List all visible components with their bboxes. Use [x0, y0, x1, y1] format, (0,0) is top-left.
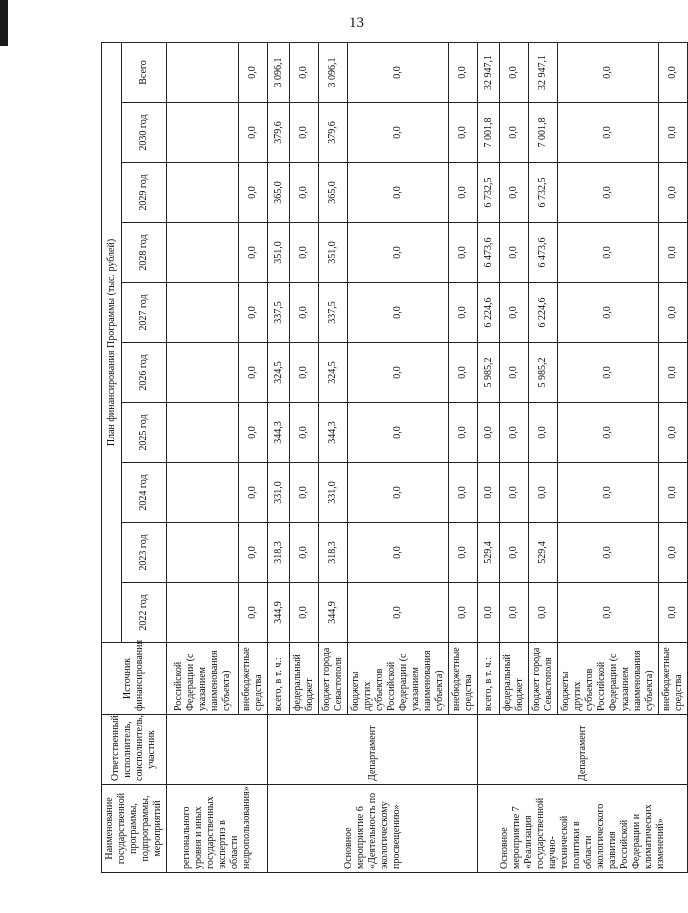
total-value-cell: 0,0: [659, 42, 688, 102]
value-cell: 0,0: [290, 343, 319, 403]
value-cell: 7 001,8: [529, 103, 558, 163]
header-source: Источник финансирования: [102, 643, 167, 715]
value-cell: 0,0: [558, 523, 659, 583]
value-cell: 318,3: [319, 523, 348, 583]
source-cell: бюджеты других субъектов Российской Федерации (с указанием наименования субъекта): [348, 643, 449, 715]
value-cell: 0,0: [239, 163, 268, 223]
value-cell: 0,0: [348, 523, 449, 583]
value-cell: 331,0: [268, 463, 290, 523]
source-cell: бюджет города Севастополя: [319, 643, 348, 715]
value-cell: [167, 463, 239, 523]
header-year-2027: 2027 год: [122, 283, 167, 343]
source-cell: бюджет города Севастополя: [529, 643, 558, 715]
value-cell: 0,0: [558, 223, 659, 283]
value-cell: 0,0: [558, 163, 659, 223]
value-cell: 365,0: [319, 163, 348, 223]
value-cell: 0,0: [290, 283, 319, 343]
value-cell: 0,0: [659, 103, 688, 163]
table-row: [478, 42, 500, 872]
value-cell: 351,0: [319, 223, 348, 283]
value-cell: 0,0: [558, 403, 659, 463]
value-cell: 0,0: [659, 523, 688, 583]
header-name: Наименование государственной программы, подпрограммы, мероприятий: [102, 785, 167, 873]
table-body: [167, 42, 688, 872]
total-value-cell: 32 947,1: [478, 42, 500, 102]
value-cell: [167, 403, 239, 463]
value-cell: 344,3: [319, 403, 348, 463]
value-cell: 0,0: [348, 403, 449, 463]
value-cell: 0,0: [478, 583, 500, 643]
value-cell: 379,6: [268, 103, 290, 163]
value-cell: 0,0: [478, 403, 500, 463]
page-number: 13: [349, 15, 364, 31]
value-cell: 0,0: [239, 103, 268, 163]
value-cell: 0,0: [449, 583, 478, 643]
value-cell: 0,0: [239, 223, 268, 283]
value-cell: 0,0: [659, 163, 688, 223]
financing-table: [101, 42, 688, 873]
value-cell: 0,0: [529, 583, 558, 643]
source-cell: федеральный бюджет: [500, 643, 529, 715]
value-cell: 0,0: [659, 463, 688, 523]
value-cell: 0,0: [449, 523, 478, 583]
header-year-2028: 2028 год: [122, 223, 167, 283]
value-cell: 324,5: [268, 343, 290, 403]
value-cell: 344,3: [268, 403, 290, 463]
value-cell: 0,0: [239, 343, 268, 403]
value-cell: 0,0: [500, 523, 529, 583]
header-year-2025: 2025 год: [122, 403, 167, 463]
total-value-cell: 0,0: [239, 42, 268, 102]
program-name-cell: регионального уровня и иных государственных экспертиз в области недропользования»: [167, 785, 268, 873]
value-cell: 529,4: [529, 523, 558, 583]
value-cell: 365,0: [268, 163, 290, 223]
program-name-cell: Основное мероприятие 7 «Реализация государственной научно-технической политики в области экологического развития Российской Федерации и климатических изменений»: [478, 785, 688, 873]
value-cell: 0,0: [449, 463, 478, 523]
header-year-2029: 2029 год: [122, 163, 167, 223]
value-cell: 0,0: [449, 283, 478, 343]
source-cell: внебюджетные средства: [449, 643, 478, 715]
value-cell: 0,0: [558, 283, 659, 343]
total-value-cell: 0,0: [290, 42, 319, 102]
value-cell: 0,0: [500, 283, 529, 343]
header-executor: Ответственный исполнитель, соисполнитель, участник: [102, 715, 167, 785]
value-cell: 344,9: [319, 583, 348, 643]
value-cell: 0,0: [558, 583, 659, 643]
value-cell: 0,0: [449, 223, 478, 283]
value-cell: 0,0: [449, 163, 478, 223]
table-row: [268, 42, 290, 872]
header-year-2026: 2026 год: [122, 343, 167, 403]
source-cell: бюджеты других субъектов Российской Федерации (с указанием наименования субъекта): [558, 643, 659, 715]
header-year-2022: 2022 год: [122, 583, 167, 643]
value-cell: 331,0: [319, 463, 348, 523]
value-cell: [167, 223, 239, 283]
value-cell: 0,0: [239, 283, 268, 343]
value-cell: [167, 283, 239, 343]
value-cell: 337,5: [319, 283, 348, 343]
header-year-2024: 2024 год: [122, 463, 167, 523]
value-cell: [167, 523, 239, 583]
value-cell: 0,0: [500, 103, 529, 163]
value-cell: 0,0: [290, 103, 319, 163]
value-cell: 6 473,6: [478, 223, 500, 283]
value-cell: 0,0: [239, 463, 268, 523]
value-cell: 7 001,8: [478, 103, 500, 163]
value-cell: 0,0: [449, 403, 478, 463]
executor-cell: [167, 715, 268, 785]
header-year-2030: 2030 год: [122, 103, 167, 163]
program-name-cell: Основное мероприятие 6 «Деятельность по экологическому просвещению»: [268, 785, 478, 873]
value-cell: 0,0: [500, 583, 529, 643]
value-cell: 6 732,5: [529, 163, 558, 223]
value-cell: 0,0: [290, 403, 319, 463]
value-cell: 0,0: [659, 403, 688, 463]
source-cell: внебюджетные средства: [239, 643, 268, 715]
value-cell: 0,0: [348, 463, 449, 523]
value-cell: 0,0: [659, 343, 688, 403]
value-cell: 0,0: [290, 463, 319, 523]
value-cell: 0,0: [290, 523, 319, 583]
value-cell: 0,0: [558, 463, 659, 523]
value-cell: 0,0: [529, 403, 558, 463]
page-edge-mark: [0, 0, 8, 46]
value-cell: 0,0: [558, 103, 659, 163]
total-value-cell: 0,0: [449, 42, 478, 102]
value-cell: 0,0: [290, 223, 319, 283]
value-cell: 0,0: [449, 343, 478, 403]
total-value-cell: 0,0: [348, 42, 449, 102]
value-cell: 5 985,2: [478, 343, 500, 403]
value-cell: 379,6: [319, 103, 348, 163]
header-total: Всего: [122, 42, 167, 102]
rotated-table-wrapper: [101, 43, 684, 873]
value-cell: 0,0: [529, 463, 558, 523]
value-cell: 0,0: [290, 163, 319, 223]
value-cell: 6 224,6: [529, 283, 558, 343]
value-cell: 0,0: [500, 403, 529, 463]
total-value-cell: 32 947,1: [529, 42, 558, 102]
value-cell: 6 224,6: [478, 283, 500, 343]
source-cell: всего, в т. ч.:: [478, 643, 500, 715]
source-cell: внебюджетные средства: [659, 643, 688, 715]
value-cell: [167, 103, 239, 163]
value-cell: 0,0: [659, 583, 688, 643]
value-cell: 0,0: [348, 103, 449, 163]
value-cell: 0,0: [239, 523, 268, 583]
total-value-cell: 0,0: [500, 42, 529, 102]
value-cell: 0,0: [478, 463, 500, 523]
total-value-cell: 0,0: [558, 42, 659, 102]
value-cell: 318,3: [268, 523, 290, 583]
value-cell: 5 985,2: [529, 343, 558, 403]
header-plan: План финансирования Программы (тыс. рублей): [102, 42, 122, 642]
value-cell: 0,0: [348, 163, 449, 223]
value-cell: 0,0: [449, 103, 478, 163]
value-cell: 337,5: [268, 283, 290, 343]
executor-cell: Департамент: [268, 715, 478, 785]
value-cell: 0,0: [558, 343, 659, 403]
source-cell: федеральный бюджет: [290, 643, 319, 715]
header-year-2023: 2023 год: [122, 523, 167, 583]
value-cell: 0,0: [348, 343, 449, 403]
value-cell: 344,9: [268, 583, 290, 643]
value-cell: 324,5: [319, 343, 348, 403]
value-cell: 529,4: [478, 523, 500, 583]
value-cell: [167, 343, 239, 403]
value-cell: 0,0: [500, 163, 529, 223]
source-cell: всего, в т. ч.:: [268, 643, 290, 715]
value-cell: 0,0: [659, 223, 688, 283]
total-value-cell: 3 096,1: [268, 42, 290, 102]
value-cell: [167, 583, 239, 643]
value-cell: 0,0: [348, 223, 449, 283]
value-cell: 0,0: [239, 583, 268, 643]
source-cell: Российской Федерации (с указанием наименования субъекта): [167, 643, 239, 715]
value-cell: 0,0: [500, 223, 529, 283]
value-cell: 0,0: [290, 583, 319, 643]
value-cell: 6 473,6: [529, 223, 558, 283]
total-value-cell: 3 096,1: [319, 42, 348, 102]
total-value-cell: [167, 42, 239, 102]
value-cell: 0,0: [659, 283, 688, 343]
value-cell: 6 732,5: [478, 163, 500, 223]
executor-cell: Департамент: [478, 715, 688, 785]
value-cell: 0,0: [348, 283, 449, 343]
value-cell: 0,0: [500, 463, 529, 523]
value-cell: 0,0: [239, 403, 268, 463]
value-cell: 351,0: [268, 223, 290, 283]
value-cell: 0,0: [348, 583, 449, 643]
table-row: [167, 42, 239, 872]
value-cell: 0,0: [500, 343, 529, 403]
value-cell: [167, 163, 239, 223]
